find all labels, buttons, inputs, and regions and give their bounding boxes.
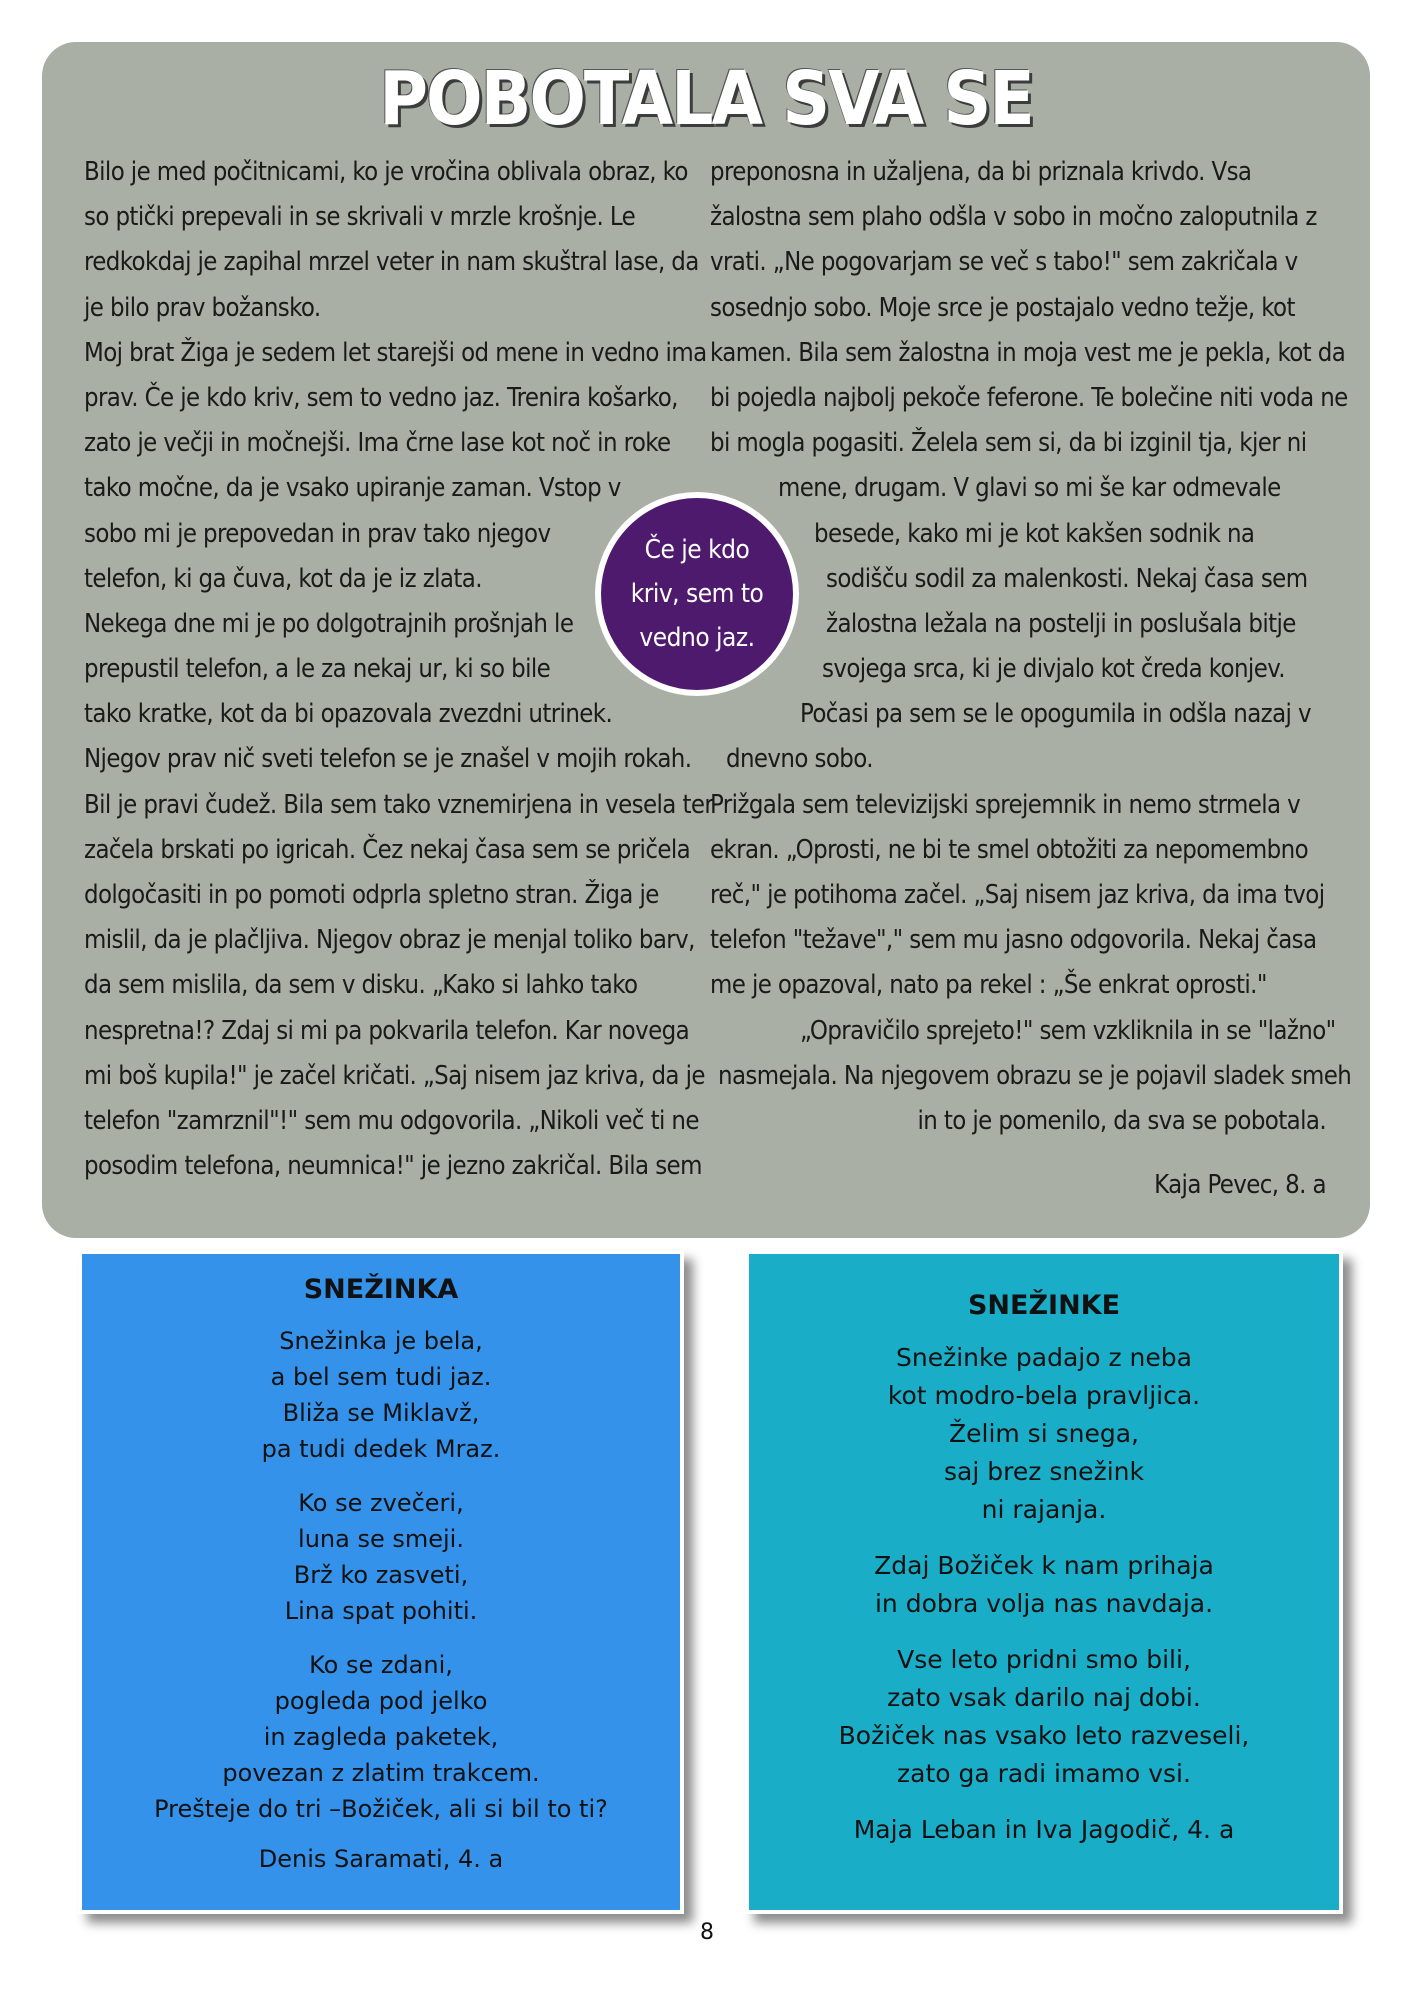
story-line: bi mogla pogasiti. Želela sem si, da bi izginil tja, kjer ni <box>710 428 1307 459</box>
poem-line: ni rajanja. <box>981 1495 1107 1524</box>
story-line: sobo mi je prepovedan in prav tako njegov <box>84 518 551 549</box>
story-line: začela brskati po igricah. Čez nekaj časa sem se pričela <box>84 834 691 865</box>
story-line: svojega srca, ki je divjalo kot čreda konjev. <box>822 654 1285 685</box>
poem-line: Želim si snega, <box>948 1419 1139 1448</box>
poem-line: Vse leto pridni smo bili, <box>897 1645 1191 1674</box>
story-line: zato je večji in močnejši. Ima črne lase kot noč in roke <box>84 428 671 459</box>
story-line: in to je pomenilo, da sva se pobotala. <box>917 1105 1326 1136</box>
story-line: prav. Če je kdo kriv, sem to vedno jaz. Trenira košarko, <box>84 382 678 413</box>
story-line: mene, drugam. V glavi so mi še kar odmevale <box>778 473 1281 504</box>
story-panel <box>42 42 1370 1238</box>
poem-line: pa tudi dedek Mraz. <box>261 1435 501 1463</box>
story-title: POBOTALA SVA SE <box>379 56 1033 142</box>
story-line: Moj brat Žiga je sedem let starejši od mene in vedno ima <box>84 337 707 368</box>
poem-line: pogleda pod jelko <box>274 1687 488 1715</box>
poem-line: kot modro-bela pravljica. <box>887 1381 1201 1410</box>
story-line: nasmejala. Na njegovem obrazu se je pojavil sladek smeh <box>718 1060 1352 1091</box>
poem-stanza <box>82 1647 680 1827</box>
story-line: prepustil telefon, a le za nekaj ur, ki so bile <box>84 654 551 685</box>
story-line: sodišču sodil za malenkosti. Nekaj časa sem <box>826 563 1308 594</box>
story-line: žalostna sem plaho odšla v sobo in močno zaloputnila z <box>710 202 1317 233</box>
poem-line: Snežinka je bela, <box>279 1327 483 1355</box>
story-line: telefon, ki ga čuva, kot da je iz zlata. <box>84 563 482 594</box>
poem-line: zato vsak darilo naj dobi. <box>887 1683 1201 1712</box>
poem-line: saj brez snežink <box>944 1457 1144 1486</box>
story-line: so ptički prepevali in se skrivali v mrzle krošnje. Le <box>84 202 636 233</box>
story-line: posodim telefona, neumnica!" je jezno zakričal. Bila sem <box>84 1151 702 1182</box>
story-line: ekran. „Oprosti, ne bi te smel obtožiti za nepomembno <box>710 834 1309 865</box>
pull-quote <box>595 492 799 696</box>
story-line: kamen. Bila sem žalostna in moja vest me je pekla, kot da <box>710 337 1346 368</box>
story-line: je bilo prav božansko. <box>84 292 321 323</box>
poem-line: Božiček nas vsako leto razveseli, <box>838 1721 1250 1750</box>
story-line: telefon "zamrznil"!" sem mu odgovorila. „Nikoli več ti ne <box>84 1105 699 1136</box>
poem-line: povezan z zlatim trakcem. <box>222 1759 540 1787</box>
poem-line: Snežinke padajo z neba <box>896 1343 1192 1372</box>
poem-stanza <box>749 1641 1339 1793</box>
story-line: sosednjo sobo. Moje srce je postajalo vedno težje, kot <box>710 292 1295 323</box>
story-line: žalostna ležala na postelji in poslušala bitje <box>826 608 1296 639</box>
poem-line: in dobra volja nas navdaja. <box>874 1589 1214 1618</box>
poem-stanza <box>82 1485 680 1629</box>
poem-stanza <box>749 1339 1339 1529</box>
story-line: besede, kako mi je kot kakšen sodnik na <box>814 518 1255 549</box>
story-line: dolgočasiti in po pomoti odprla spletno stran. Žiga je <box>84 880 659 910</box>
poem-line: Bliža se Miklavž, <box>282 1399 480 1427</box>
story-line: telefon "težave"," sem mu jasno odgovorila. Nekaj časa <box>710 925 1317 956</box>
story-line: mi boš kupila!" je začel kričati. „Saj nisem jaz kriva, da je <box>84 1060 705 1091</box>
story-line: tako močne, da je vsako upiranje zaman. Vstop v <box>84 473 621 504</box>
story-line: Bil je pravi čudež. Bila sem tako vznemirjena in vesela ter <box>84 789 714 820</box>
story-line: bi pojedla najbolj pekoče feferone. Te bolečine niti voda ne <box>710 382 1348 413</box>
poem-snezinke-box <box>745 1250 1343 1914</box>
story-line: Bilo je med počitnicami, ko je vročina oblivala obraz, ko <box>84 157 688 187</box>
story-author: Kaja Pevec, 8. a <box>1154 1170 1326 1200</box>
poem-stanza <box>749 1547 1339 1623</box>
story-line: da sem mislila, da sem v disku. „Kako si lahko tako <box>84 970 638 1001</box>
poem-line: Brž ko zasveti, <box>293 1561 469 1589</box>
story-line: preponosna in užaljena, da bi priznala krivdo. Vsa <box>710 157 1252 187</box>
story-line: nespretna!? Zdaj si mi pa pokvarila telefon. Kar novega <box>84 1015 690 1046</box>
poem-line: Lina spat pohiti. <box>284 1597 478 1625</box>
poem-line: luna se smeji. <box>298 1525 464 1553</box>
pull-quote-text: Če je kdo kriv, sem to vedno jaz. <box>630 535 764 653</box>
story-line: Njegov prav nič sveti telefon se je znašel v mojih rokah. <box>84 744 692 775</box>
poem-title: SNEŽINKA <box>303 1274 459 1305</box>
poem-line: in zagleda paketek, <box>263 1723 499 1751</box>
poem-line: Ko se zdani, <box>309 1651 453 1679</box>
poem-author: Maja Leban in Iva Jagodič, 4. a <box>853 1815 1235 1844</box>
story-line: vrati. „Ne pogovarjam se več s tabo!" sem zakričala v <box>710 247 1298 278</box>
story-column-right <box>710 150 1350 1144</box>
story-line: „Opravičilo sprejeto!" sem vzkliknila in se "lažno" <box>800 1015 1336 1046</box>
poem-line: Zdaj Božiček k nam prihaja <box>874 1551 1214 1580</box>
poem-snezinka-box <box>78 1250 684 1914</box>
poem-line: Prešteje do tri –Božiček, ali si bil to ti? <box>154 1795 608 1823</box>
poem-line: zato ga radi imamo vsi. <box>897 1759 1191 1788</box>
page-number: 8 <box>700 1920 714 1945</box>
story-line: Nekega dne mi je po dolgotrajnih prošnjah le <box>84 608 574 639</box>
poem-author: Denis Saramati, 4. a <box>258 1845 504 1873</box>
poem-title: SNEŽINKE <box>967 1290 1121 1321</box>
poem-line: a bel sem tudi jaz. <box>270 1363 492 1391</box>
story-line: reč," je potihoma začel. „Saj nisem jaz kriva, da ima tvoj <box>710 880 1325 910</box>
story-line: me je opazoval, nato pa rekel : „Še enkrat oprosti." <box>710 970 1267 1001</box>
story-line: dnevno sobo. <box>726 744 873 775</box>
poem-line: Ko se zvečeri, <box>298 1489 464 1517</box>
story-line: redkokdaj je zapihal mrzel veter in nam skuštral lase, da <box>84 247 699 278</box>
poem-stanza <box>82 1323 680 1467</box>
story-line: Prižgala sem televizijski sprejemnik in nemo strmela v <box>710 789 1301 820</box>
story-line: Počasi pa sem se le opogumila in odšla nazaj v <box>800 699 1311 730</box>
story-line: mislil, da je plačljiva. Njegov obraz je menjal toliko barv, <box>84 925 695 956</box>
story-line: tako kratke, kot da bi opazovala zvezdni utrinek. <box>84 699 613 730</box>
